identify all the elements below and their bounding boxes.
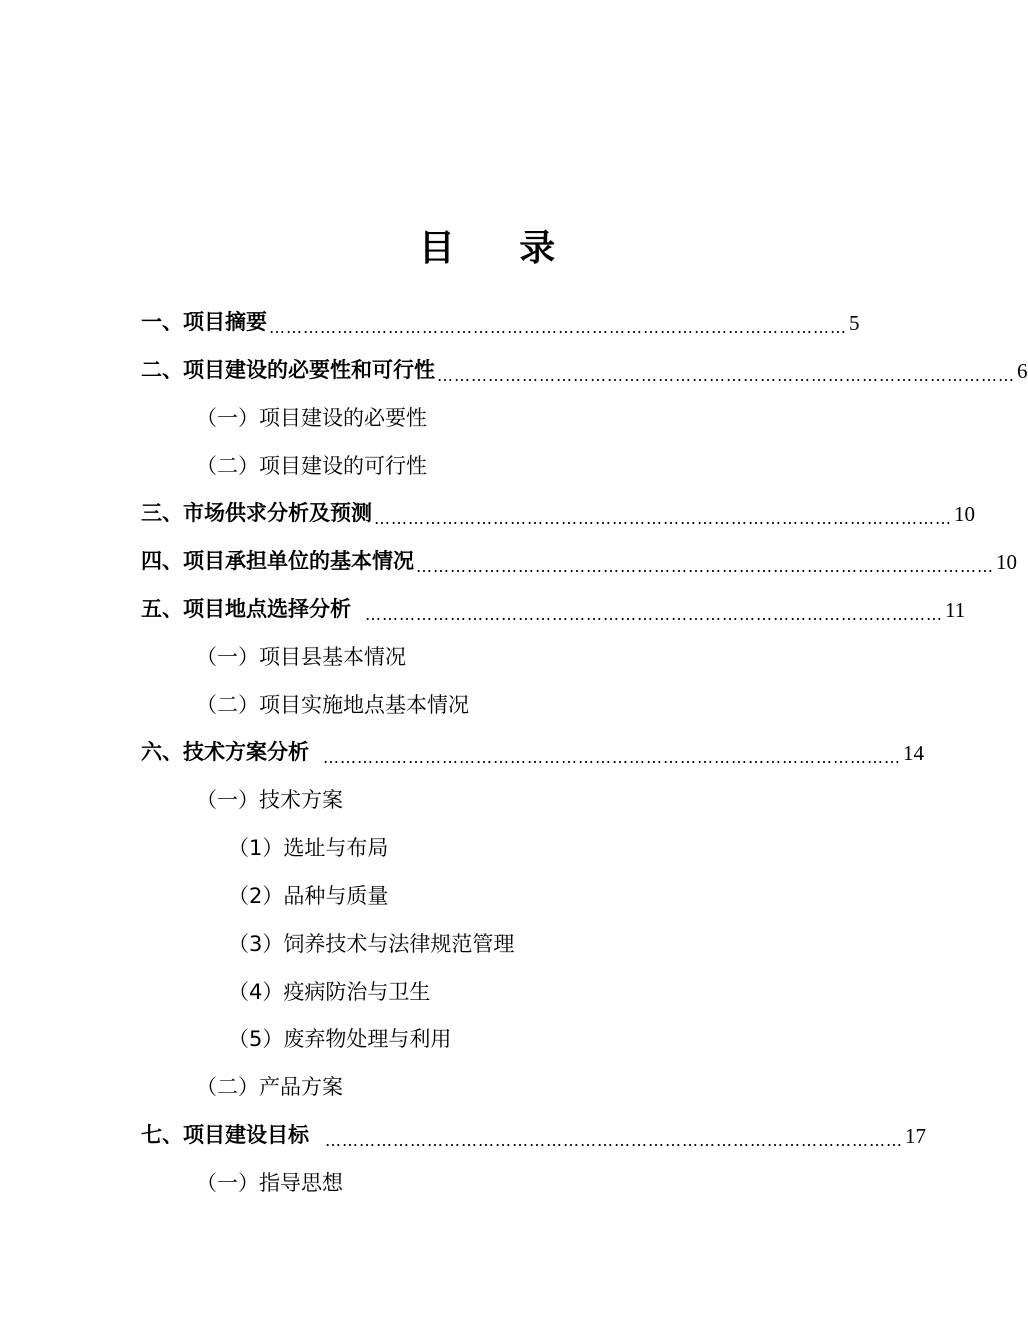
toc-entry-label: （二）项目建设的可行性 bbox=[196, 454, 427, 478]
toc-entry-label: （4）疫病防治与卫生 bbox=[228, 980, 431, 1004]
toc-subentry[interactable] bbox=[196, 1167, 343, 1197]
toc-entry-label: 六、技术方案分析 bbox=[141, 740, 309, 764]
toc-entry-label: （1）选址与布局 bbox=[228, 836, 389, 860]
toc-subsubentry[interactable] bbox=[228, 976, 430, 1006]
toc-entry[interactable] bbox=[141, 1119, 926, 1150]
document-title: 目 录 bbox=[418, 228, 582, 269]
toc-entry-label: 一、项目摘要 bbox=[141, 310, 267, 334]
toc-subsubentry[interactable] bbox=[228, 880, 388, 910]
toc-entry-label: 二、项目建设的必要性和可行性 bbox=[141, 358, 435, 382]
toc-page-number: 10 bbox=[954, 502, 975, 526]
toc-subsubentry[interactable] bbox=[228, 928, 514, 958]
toc-page-number: 10 bbox=[996, 550, 1017, 574]
toc-entry-label: （一）指导思想 bbox=[196, 1171, 343, 1195]
dot-leader: ………………………………………………………………………………………… bbox=[365, 605, 943, 624]
toc-entry-label: 五、项目地点选择分析 bbox=[141, 597, 351, 621]
toc-page-number: 5 bbox=[849, 311, 860, 335]
toc-entry-label: （一）项目建设的必要性 bbox=[196, 406, 427, 430]
toc-subentry[interactable] bbox=[196, 641, 406, 671]
toc-entry-label: （3）饲养技术与法律规范管理 bbox=[228, 932, 515, 956]
toc-subsubentry[interactable] bbox=[228, 832, 388, 862]
toc-entry[interactable] bbox=[141, 593, 966, 624]
toc-entry-label: （二）项目实施地点基本情况 bbox=[196, 693, 469, 717]
toc-entry[interactable] bbox=[141, 354, 1028, 385]
toc-page-number: 11 bbox=[945, 598, 966, 622]
toc-entry-label: （5）废弃物处理与利用 bbox=[228, 1027, 452, 1051]
toc-entry[interactable] bbox=[141, 736, 924, 767]
dot-leader: ………………………………………………………………………………………… bbox=[325, 1131, 903, 1150]
toc-entry-label: 三、市场供求分析及预测 bbox=[141, 501, 372, 525]
dot-leader: ………………………………………………………………………………………… bbox=[374, 509, 952, 528]
toc-page-number: 14 bbox=[903, 741, 924, 765]
toc-entry[interactable] bbox=[141, 545, 1017, 576]
toc-subentry[interactable] bbox=[196, 784, 343, 814]
toc-page-number: 17 bbox=[905, 1124, 926, 1148]
toc-entry[interactable] bbox=[141, 497, 975, 528]
toc-entry-label: 四、项目承担单位的基本情况 bbox=[141, 549, 414, 573]
dot-leader: ………………………………………………………………………………………… bbox=[323, 748, 901, 767]
toc-subentry[interactable] bbox=[196, 450, 427, 480]
toc-entry-label: （2）品种与质量 bbox=[228, 884, 389, 908]
dot-leader: ………………………………………………………………………………………… bbox=[416, 557, 994, 576]
toc-entry-label: （一）技术方案 bbox=[196, 788, 343, 812]
dot-leader: ………………………………………………………………………………………… bbox=[269, 318, 847, 337]
dot-leader: ………………………………………………………………………………………… bbox=[437, 366, 1015, 385]
toc-entry-label: （一）项目县基本情况 bbox=[196, 645, 406, 669]
toc-subsubentry[interactable] bbox=[228, 1023, 451, 1053]
toc-subentry[interactable] bbox=[196, 402, 427, 432]
toc-page-number: 6 bbox=[1017, 359, 1028, 383]
toc-entry-label: 七、项目建设目标 bbox=[141, 1123, 309, 1147]
toc-entry-label: （二）产品方案 bbox=[196, 1075, 343, 1099]
toc-entry[interactable] bbox=[141, 306, 860, 337]
toc-subentry[interactable] bbox=[196, 689, 469, 719]
toc-subentry[interactable] bbox=[196, 1071, 343, 1101]
